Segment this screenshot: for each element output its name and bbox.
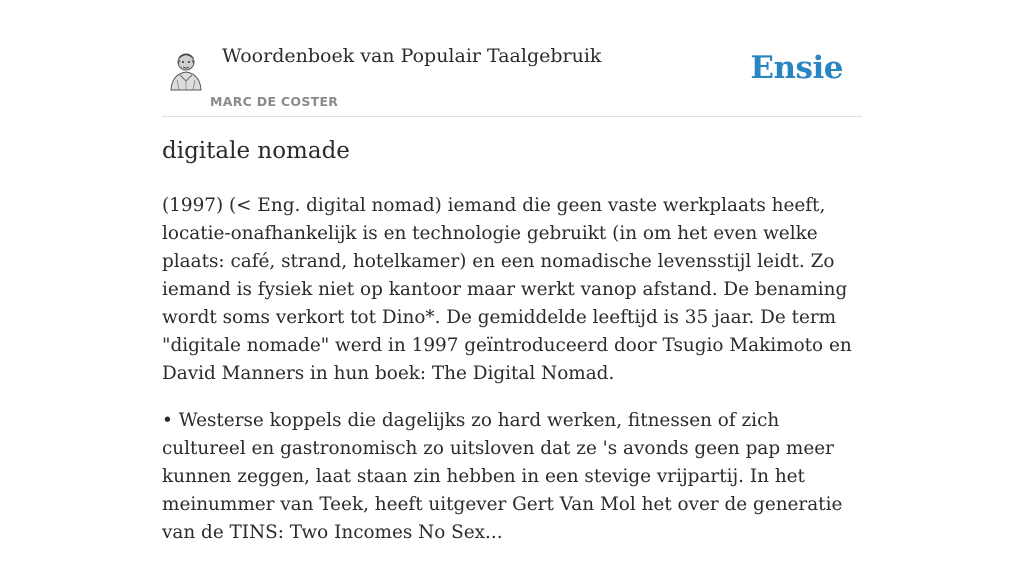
definition-paragraph: • Westerse koppels die dagelijks zo hard werken, fitnessen of zich cultureel en gastronomisch zo uitsloven dat ze 's avonds geen pap meer kunnen zeggen, laat staan zin hebben in een stevige vrijpartij. In het meinummer van Teek, heeft uitgever Gert Van Mol het over de generatie van de TINS: Two Incomes No Sex... [162, 410, 843, 543]
author-name[interactable]: MARC DE COSTER [210, 94, 339, 109]
brand-logo[interactable]: Ensie [750, 50, 843, 86]
definition-paragraph: (1997) (< Eng. digital nomad) iemand die geen vaste werkplaats heeft, locatie-onafhankelijk is en technologie gebruikt (in om het even welke plaats: café, strand, hotelkamer) en een nomadische levensstijl leidt. Zo iemand is fysiek niet op kantoor maar werkt vanop afstand. De benaming wordt soms verkort tot Dino*. De gemiddelde leeftijd is 35 jaar. De term "digitale nomade" werd in 1997 geïntroduceerd door Tsugio Makimoto en David Manners in hun boek: The Digital Nomad. [162, 195, 852, 384]
entry-term: digitale nomade [162, 138, 350, 164]
author-portrait-icon [168, 50, 204, 90]
source-header [162, 40, 862, 117]
entry-definition [162, 192, 866, 566]
source-title[interactable]: Woordenboek van Populair Taalgebruik [222, 45, 602, 67]
